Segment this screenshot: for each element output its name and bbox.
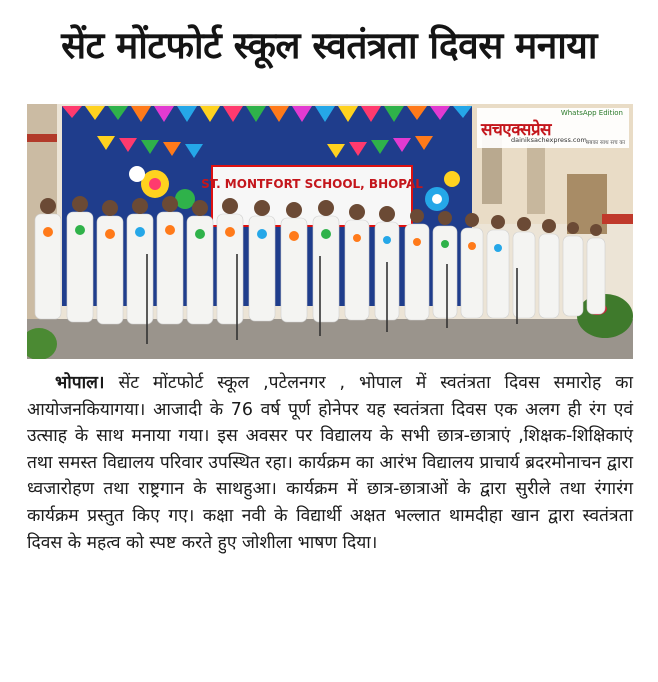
- brand-edition: WhatsApp Edition: [560, 109, 623, 117]
- brand-name: सचएक्सप्रेस: [481, 120, 552, 140]
- article-place: भोपाल।: [55, 373, 105, 393]
- event-photo: [27, 104, 633, 359]
- brand-site: dainiksachexpress.com: [511, 136, 587, 144]
- brand-tagline: सबका साथ सच का: [585, 140, 625, 146]
- article-text: सेंट मोंटफोर्ट स्कूल ,पटेलनगर , भोपाल में स्वतंत्रता दिवस समारोह का आयोजनकियागया। आजादी के 76 वर्ष पूर्ण होनेपर यह स्वतंत्रता दिवस एक अलग ही रंग एवं उत्साह के साथ मनाया गया। इस अवसर पर विद्यालय के सभी छात्र-छात्राएं ,शिक्षक-शिक्षिकाएं तथा समस्त विद्यालय परिवार उपस्थित रहा। कार्यक्रम का आरंभ विद्यालय प्राचार्य ब्रदरमोनाचन द्वारा ध्वजारोहण तथा राष्ट्रगान के साथहुआ। कार्यक्रम में छात्र-छात्राओं के द्वारा सुरीले तथा रंगारंग कार्यक्रम प्रस्तुत किए गए। कक्षा नवी के विद्यार्थी अक्षत भल्लात थामदीहा खान द्वारा स्वतंत्रता दिवस के महत्व को स्पष्ट करते हुए जोशीला भाषण दिया।: [27, 373, 633, 553]
- headline: सेंट मोंटफोर्ट स्कूल स्वतंत्रता दिवस मनाया: [61, 24, 597, 67]
- article-body: [27, 370, 633, 556]
- brand-logo: [477, 108, 629, 148]
- banner-text: ST. MONTFORT SCHOOL, BHOPAL: [201, 177, 423, 191]
